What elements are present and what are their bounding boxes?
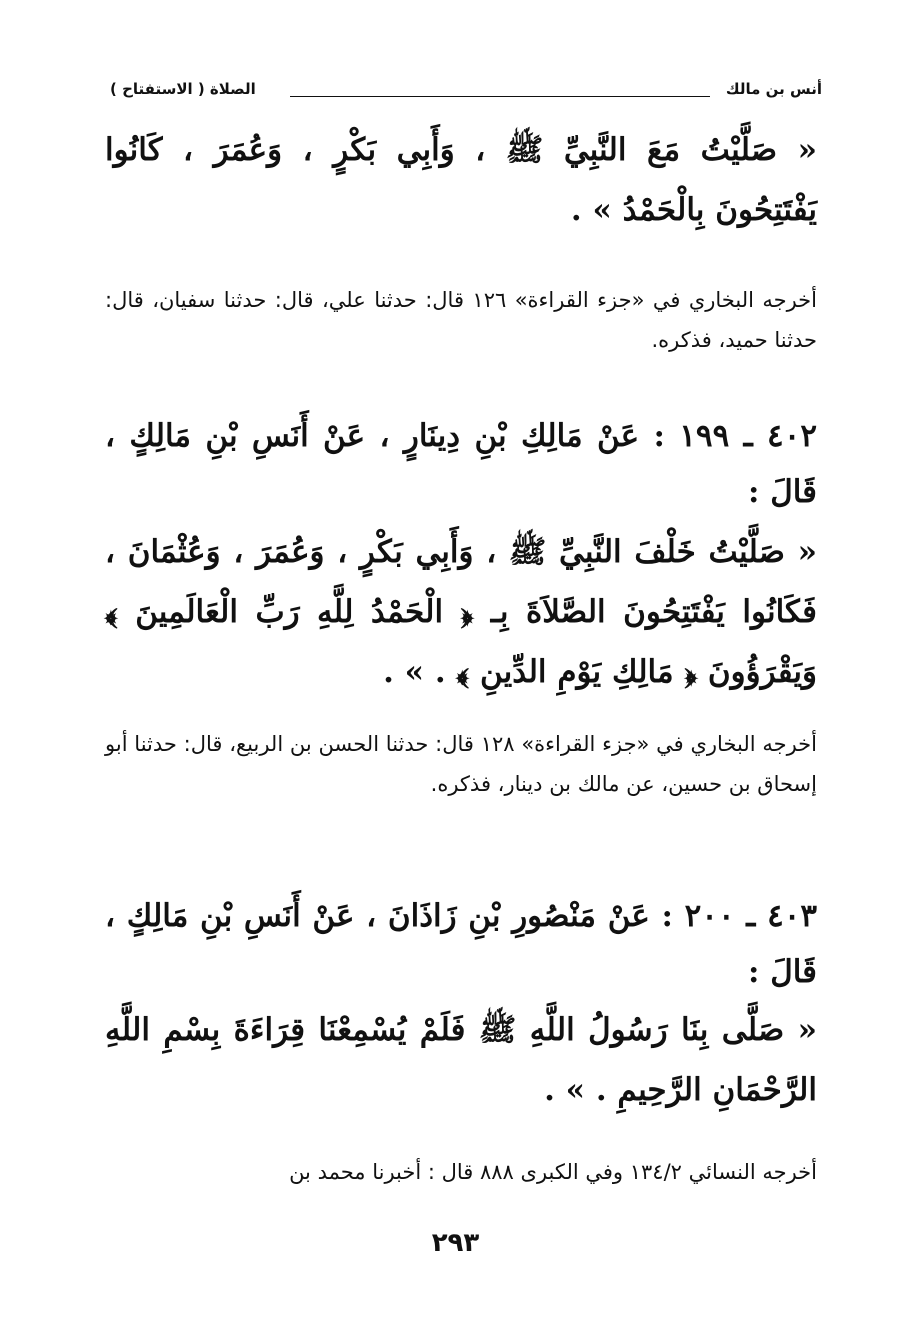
takhrij-402: أخرجه البخاري في «جزء القراءة» ١٢٨ قال: حدثنا الحسن بن الربيع، قال: حدثنا أبو إسحاق بن حسين، عن مالك بن دينار، فذكره. bbox=[105, 732, 818, 796]
takhrij-403: أخرجه النسائي ١٣٤/٢ وفي الكبرى ٨٨٨ قال : أخبرنا محمد بن bbox=[289, 1160, 817, 1184]
hadith-401-text: « صَلَّيْتُ مَعَ النَّبِيِّ ﷺ ، وَأَبِي بَكْرٍ ، وَعُمَرَ ، كَانُوا يَفْتَتِحُونَ بِالْحَمْدُ » . bbox=[105, 132, 817, 228]
matn-402: « صَلَّيْتُ خَلْفَ النَّبِيِّ ﷺ ، وَأَبِي بَكْرٍ ، وَعُمَرَ ، وَعُثْمَانَ ، فَكَانُوا يَفْتَتِحُونَ الصَّلاَةَ بِـ ﴿ الْحَمْدُ لِلَّهِ رَبِّ الْعَالَمِينَ ﴾ وَيَقْرَؤُونَ ﴿ مَالِكِ يَوْمِ الدِّينِ ﴾ . » . bbox=[105, 534, 817, 690]
matn-403: « صَلَّى بِنَا رَسُولُ اللَّهِ ﷺ فَلَمْ يُسْمِعْنَا قِرَاءَةَ بِسْمِ اللَّهِ الرَّحْمَانِ الرَّحِيمِ . » . bbox=[105, 1012, 817, 1108]
isnad-402: ٤٠٢ ـ ١٩٩ : عَنْ مَالِكِ بْنِ دِينَارٍ ، عَنْ أَنَسِ بْنِ مَالِكٍ ، قَالَ : bbox=[105, 418, 817, 510]
takhrij-401: أخرجه البخاري في «جزء القراءة» ١٢٦ قال: حدثنا علي، قال: حدثنا سفيان، قال: حدثنا حميد، فذكره. bbox=[105, 288, 817, 352]
header-section: الصلاة ( الاستفتاح ) bbox=[110, 80, 256, 98]
isnad-403: ٤٠٣ ـ ٢٠٠ : عَنْ مَنْصُورِ بْنِ زَاذَانَ ، عَنْ أَنَسِ بْنِ مَالِكٍ ، قَالَ : bbox=[105, 898, 818, 990]
header-rule bbox=[290, 96, 710, 97]
running-header bbox=[110, 78, 822, 108]
header-chapter: أنس بن مالك bbox=[725, 80, 822, 98]
page-number: ٢٩٣ bbox=[431, 1228, 480, 1258]
